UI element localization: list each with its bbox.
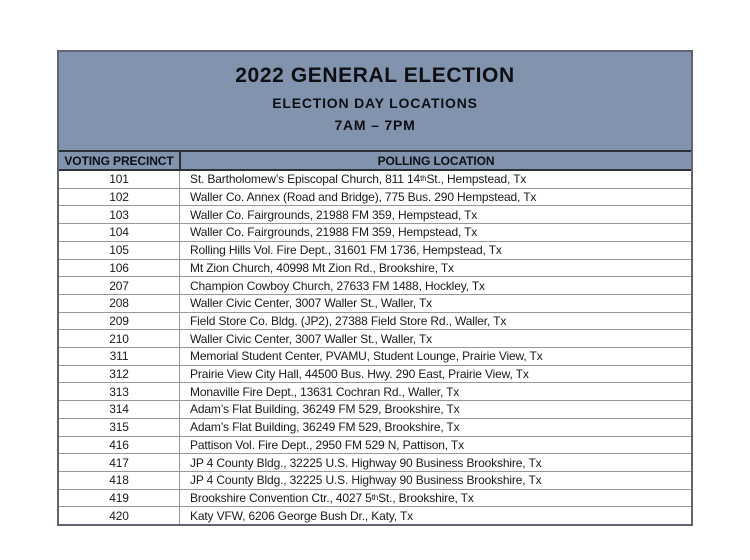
location-cell: Champion Cowboy Church, 27633 FM 1488, Hockley, Tx [190,278,485,293]
table-row [59,419,691,437]
election-locations-table [57,50,693,526]
page-title: 2022 GENERAL ELECTION [235,64,515,87]
column-header-voting-precinct: VOTING PRECINCT [59,152,181,169]
precinct-cell: 315 [59,419,180,436]
table-row [59,189,691,207]
precinct-cell: 419 [59,490,180,507]
location-cell: Pattison Vol. Fire Dept., 2950 FM 529 N, Pattison, Tx [190,437,464,452]
location-cell: Monaville Fire Dept., 13631 Cochran Rd., Waller, Tx [190,384,460,399]
table-row [59,242,691,260]
location-cell: Memorial Student Center, PVAMU, Student Lounge, Prairie View, Tx [190,349,543,364]
location-cell: Adam’s Flat Building, 36249 FM 529, Brookshire, Tx [190,402,460,417]
table-body [59,171,691,524]
precinct-cell: 106 [59,260,180,277]
location-cell: JP 4 County Bldg., 32225 U.S. Highway 90 Business Brookshire, Tx [190,455,542,470]
precinct-cell: 210 [59,330,180,347]
location-cell: Katy VFW, 6206 George Bush Dr., Katy, Tx [190,508,413,523]
precinct-cell: 208 [59,295,180,312]
precinct-cell: 313 [59,383,180,400]
location-cell: Field Store Co. Bldg. (JP2), 27388 Field Store Rd., Waller, Tx [190,313,507,328]
page-subtitle: ELECTION DAY LOCATIONS [272,95,478,111]
column-header-row [59,152,691,171]
location-cell: Brookshire Convention Ctr., 4027 5 th St., Brookshire, Tx [190,491,474,505]
precinct-cell: 416 [59,437,180,454]
precinct-cell: 103 [59,206,180,223]
table-row [59,348,691,366]
location-cell: Waller Civic Center, 3007 Waller St., Waller, Tx [190,331,432,346]
precinct-cell: 102 [59,189,180,206]
table-row [59,206,691,224]
polling-hours: 7AM – 7PM [334,117,416,133]
table-row [59,330,691,348]
precinct-cell: 312 [59,366,180,383]
location-cell: Prairie View City Hall, 44500 Bus. Hwy. 290 East, Prairie View, Tx [190,367,529,382]
table-row [59,224,691,242]
location-cell: Rolling Hills Vol. Fire Dept., 31601 FM 1736, Hempstead, Tx [190,243,502,258]
precinct-cell: 104 [59,224,180,241]
table-row [59,454,691,472]
table-row [59,383,691,401]
table-row [59,313,691,331]
precinct-cell: 417 [59,454,180,471]
table-row [59,507,691,524]
table-row [59,171,691,189]
table-row [59,437,691,455]
precinct-cell: 314 [59,401,180,418]
table-row [59,490,691,508]
table-row [59,401,691,419]
location-cell: JP 4 County Bldg., 32225 U.S. Highway 90 Business Brookshire, Tx [190,473,542,488]
location-cell: Waller Co. Annex (Road and Bridge), 775 Bus. 290 Hempstead, Tx [190,190,537,205]
column-header-polling-location: POLLING LOCATION [377,153,495,168]
precinct-cell: 209 [59,313,180,330]
location-cell: Waller Co. Fairgrounds, 21988 FM 359, Hempstead, Tx [190,225,478,240]
table-row [59,472,691,490]
precinct-cell: 207 [59,277,180,294]
location-cell: Waller Civic Center, 3007 Waller St., Waller, Tx [190,296,432,311]
location-cell: Waller Co. Fairgrounds, 21988 FM 359, Hempstead, Tx [190,207,478,222]
location-cell: Adam’s Flat Building, 36249 FM 529, Brookshire, Tx [190,420,460,435]
location-cell: St. Bartholomew’s Episcopal Church, 811 14 th St., Hempstead, Tx [190,172,527,187]
table-row [59,277,691,295]
table-row [59,295,691,313]
table-row [59,260,691,278]
precinct-cell: 101 [59,171,180,188]
table-title-block [59,52,691,152]
precinct-cell: 418 [59,472,180,489]
precinct-cell: 420 [59,507,180,524]
precinct-cell: 311 [59,348,180,365]
precinct-cell: 105 [59,242,180,259]
table-row [59,366,691,384]
location-cell: Mt Zion Church, 40998 Mt Zion Rd., Brookshire, Tx [190,260,454,275]
